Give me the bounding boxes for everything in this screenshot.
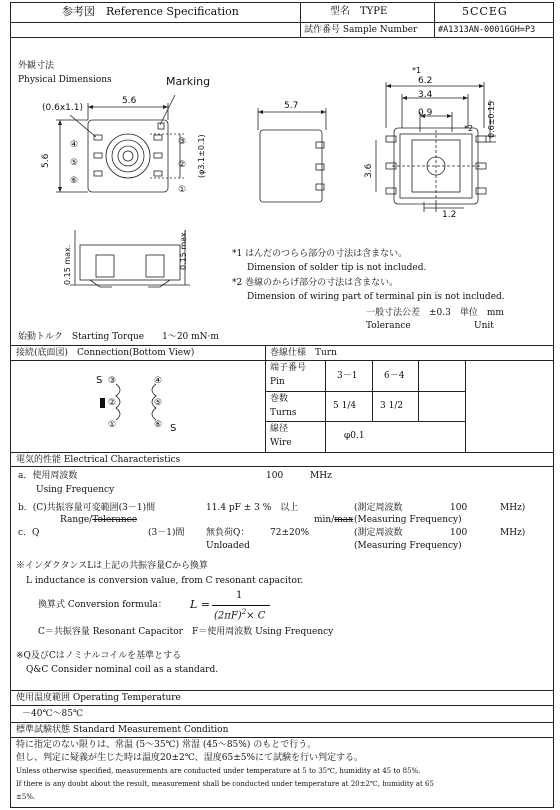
dim-015-right: 0.15 max.	[179, 229, 188, 270]
connection-title: 接続(底面図) Connection(Bottom View)	[16, 348, 195, 358]
right-view-drawing	[372, 70, 502, 220]
elec-b-val: 11.4 pF ± 3 % 以上	[206, 503, 299, 513]
conn-pin-3: ③	[108, 376, 117, 386]
elec-c-jp: c．Q	[18, 528, 40, 538]
star1-mark: *1	[412, 66, 422, 75]
electrical-title: 電気的性能 Electrical Characteristics	[16, 455, 181, 465]
turn-turns-v1: 5 1/4	[333, 401, 357, 411]
turn-turns-en: Turns	[270, 408, 297, 418]
pin-left-6: ⑥	[70, 176, 79, 186]
turn-wire-v: φ0.1	[344, 431, 365, 441]
elec-c-val: 72±20%	[270, 528, 309, 538]
sample-value: #A1313AN-0001GGH=P3	[438, 25, 536, 35]
dim-width-top: 5.6	[122, 96, 137, 106]
temperature-value: －40℃～85℃	[22, 709, 84, 719]
note2-en: Dimension of wiring part of terminal pin is not included.	[247, 292, 505, 302]
pin-left-5: ⑤	[70, 158, 79, 168]
dim-09: 0.9	[418, 108, 433, 118]
tolerance-en: Tolerance	[366, 321, 411, 331]
standard-line3: Unless otherwise specified, measurements are conducted under temperature at 5 to 35℃, humidity at 45 to 85%.	[16, 767, 421, 775]
capacitor-definition: C＝共振容量 Resonant Capacitor F＝使用周波数 Using Frequency	[38, 627, 334, 637]
inductance-note-en: L inductance is conversion value, from C resonant capacitor.	[26, 576, 304, 586]
pin-left-4: ④	[70, 140, 79, 150]
unit-en: Unit	[474, 321, 494, 331]
formula-lhs: L =	[190, 598, 211, 611]
note1-en: Dimension of solder tip is not included.	[247, 263, 427, 273]
elec-c-mf: (Measuring Frequency)	[354, 541, 462, 551]
temperature-title: 使用温度範囲 Operating Temperature	[16, 693, 181, 703]
turn-pin-v1: 3－1	[337, 371, 358, 381]
conn-pin-6: ⑥	[154, 420, 163, 430]
ref-spec-title: 参考図 Reference Specification	[62, 5, 239, 18]
elec-b-mf: (Measuring Frequency)	[354, 515, 462, 525]
conn-pin-1: ①	[108, 420, 117, 430]
note2-jp: *2 巻線のからげ部分の寸法は含まない。	[232, 278, 399, 288]
elec-b-meas-unit: MHz)	[500, 503, 526, 513]
dim-12: 1.2	[442, 210, 457, 220]
side-view-drawing	[250, 100, 335, 215]
type-label: 型名 TYPE	[330, 6, 388, 17]
elec-c-unloaded-en: Unloaded	[206, 541, 250, 551]
conn-pin-4: ④	[154, 376, 163, 386]
elec-a-val: 100	[266, 471, 284, 481]
elec-b-range: Range/Tolerance	[60, 515, 138, 525]
elec-b-meas: (測定周波数	[354, 503, 403, 513]
elec-a-unit: MHz	[310, 471, 332, 481]
qc-note-jp: ※Q及びCはノミナルコイルを基準とする	[16, 651, 182, 661]
standard-line1: 特に指定のない限りは、常温 (5～35℃) 常湿 (45～85%) のもとで行う。	[16, 740, 317, 750]
conn-pin-2: ②	[108, 398, 117, 408]
star2-mark: *2	[464, 124, 474, 133]
marking-label: Marking	[166, 75, 211, 88]
sample-label: 試作番号 Sample Number	[304, 25, 418, 35]
elec-c-pin: (3－1)間	[148, 528, 185, 538]
formula-fraction-bar	[212, 605, 270, 606]
elec-c-meas-unit: MHz)	[500, 528, 526, 538]
turn-pin-v2: 6－4	[384, 371, 405, 381]
conn-s2: S	[170, 423, 177, 434]
elec-c-unloaded-jp: 無負荷Q：	[206, 528, 250, 538]
dim-title-en: Physical Dimensions	[18, 75, 112, 85]
inductance-note-jp: ※インダクタンスLは上記の共振容量Cから換算	[16, 561, 209, 571]
formula-denominator: $(2\pi F)^2\times C$	[214, 608, 266, 622]
standard-line4: If there is any doubt about the result, measurement shall be conducted under temperature at 20±2℃, humidity at 65	[16, 780, 434, 788]
conn-s1: S	[96, 375, 103, 386]
side-width-label: 5.7	[284, 101, 299, 111]
turn-wire-en: Wire	[270, 438, 292, 448]
turn-pin-jp: 端子番号	[270, 363, 307, 373]
elec-b-meas-val: 100	[450, 503, 468, 513]
turn-turns-jp: 巻数	[270, 394, 289, 404]
turn-title: 巻線仕様 Turn	[270, 348, 337, 358]
type-value: 5CCEG	[462, 5, 508, 18]
conn-pin-5: ⑤	[154, 398, 163, 408]
starting-torque: 始動トルク Starting Torque 1～20 mN·m	[18, 332, 219, 342]
standard-line5: ±5%.	[16, 793, 36, 801]
dim-36: 3.6	[364, 163, 374, 178]
turn-pin-en: Pin	[270, 377, 285, 387]
formula-numerator: 1	[236, 590, 243, 601]
pin-right-2: ②	[178, 160, 187, 170]
pad-size-label: (0.6x1.1)	[42, 103, 83, 113]
elec-a-en: Using Frequency	[36, 485, 115, 495]
dim-34: 3.4	[418, 90, 433, 100]
elec-b-jp: b．(C)共振容量可変範囲(3－1)間	[18, 503, 156, 513]
standard-title: 標準試験状態 Standard Measurement Condition	[16, 725, 229, 735]
elec-b-min: min/max	[314, 515, 354, 525]
dim-title-jp: 外観寸法	[18, 61, 55, 71]
note1-jp: *1 はんだのつらら部分の寸法は含まない。	[232, 249, 408, 259]
standard-line2: 但し、判定に疑義が生じた時は温度20±2℃、湿度65±5%にて試験を行い判定する。	[16, 753, 364, 763]
formula-label: 換算式 Conversion formula：	[38, 600, 167, 610]
turn-wire-jp: 線径	[270, 424, 289, 434]
dim-015-left: 0.15 max.	[63, 244, 72, 285]
turn-turns-v2: 3 1/2	[380, 401, 404, 411]
dim-height-left: 5.6	[41, 153, 51, 168]
qc-note-en: Q&C Consider nominal coil as a standard.	[26, 665, 219, 675]
tolerance-jp: 一般寸法公差 ±0.3 単位 mm	[366, 308, 504, 318]
pin-right-3: ③	[178, 137, 187, 147]
elec-c-meas-val: 100	[450, 528, 468, 538]
elec-c-meas: (測定周波数	[354, 528, 403, 538]
dim-62: 6.2	[418, 76, 433, 86]
dim-diameter: (φ3.1±0.1)	[197, 134, 206, 178]
dim-06: 0.6±0.15	[487, 100, 496, 138]
elec-a-jp: a．使用周波数	[18, 471, 78, 481]
pin-right-1: ①	[178, 185, 187, 195]
